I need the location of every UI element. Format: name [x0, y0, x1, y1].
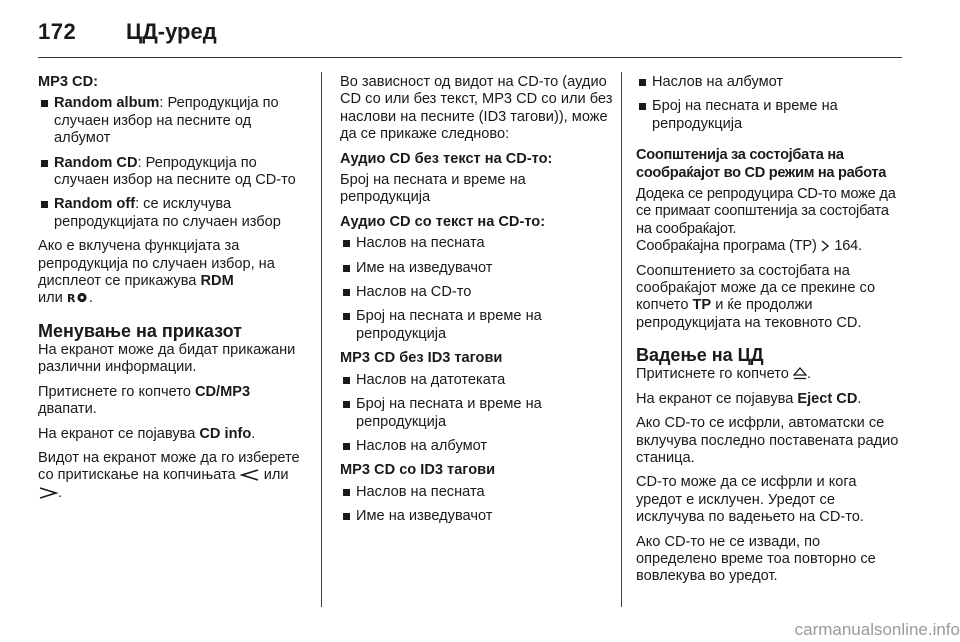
svg-text:R: R: [66, 292, 76, 305]
paragraph: Видот на екранот може да го изберете со притискање на копчињата или .: [38, 449, 300, 501]
paragraph: Ако CD-то не се извади, по определено време тоа повторно се вовлекува во уредот.: [636, 533, 876, 585]
column-divider-2: [621, 72, 622, 607]
list-item: Име на изведувачот: [340, 508, 614, 525]
paragraph: Притиснете го копчето CD/MP3 двапати.: [38, 383, 251, 418]
paragraph: Ако е вклучена функцијата за репродукција по случаен избор, на дисплеот се прикажува RDM или R .: [38, 238, 275, 307]
paragraph: CD-то може да се исфрли и кога уредот е исклучен. Уредот се исклучува по вадењето на CD-то.: [636, 474, 864, 526]
list-item: Број на песната и време на репродукција: [340, 308, 614, 343]
subheading: Соопштенија за состојбата на сообраќајот во CD режим на работа: [636, 147, 887, 181]
list-item: Име на изведувачот: [340, 260, 614, 277]
left-arrow-button-icon: [240, 469, 260, 481]
list-item: Број на песната и време на репродукција: [340, 396, 614, 431]
rdm-symbol-icon: [67, 291, 89, 304]
paragraph: Ако CD-то се исфрли, автоматски се вклучува последно поставената радио станица.: [636, 415, 899, 466]
list-item: Број на песната и време на репродукција: [636, 98, 904, 133]
subheading: Аудио CD со текст на CD-то:: [340, 213, 546, 230]
paragraph: Притиснете го копчето .: [636, 366, 812, 383]
section-title-display: Менување на приказот: [38, 320, 242, 341]
list-item: Random album: Репродукција по случаен избор на песните од албумот: [38, 95, 310, 147]
list-item: Наслов на песната: [340, 484, 614, 501]
subheading: MP3 CD со ID3 тагови: [340, 462, 496, 479]
list-item: Random off: се исклучува репродукцијата по случаен избор: [38, 196, 310, 231]
subheading: Аудио CD без текст на CD-то:: [340, 150, 553, 167]
page-title: ЦД-уред: [126, 19, 217, 44]
paragraph: На екранот се појавува CD info.: [38, 425, 256, 442]
column-3: [636, 74, 904, 593]
subheading: MP3 CD без ID3 тагови: [340, 350, 503, 367]
right-arrow-button-icon: [38, 487, 58, 499]
list-item: Наслов на датотеката: [340, 372, 614, 389]
paragraph: Додека се репродуцира CD-то може да се примаат соопштенија за состојбата на сообраќајот. Сообраќајна програма (TP) 164.: [636, 186, 896, 255]
list-item: Наслов на CD-то: [340, 284, 614, 301]
list-item: Наслов на песната: [340, 235, 614, 252]
page-header: [38, 12, 217, 52]
column-2: [340, 74, 614, 533]
list-item: Наслов на албумот: [636, 74, 904, 91]
paragraph: Број на песната и време на репродукција: [340, 172, 526, 206]
page-reference-icon: [820, 240, 830, 252]
page-number: 172: [38, 19, 77, 44]
column-1: [38, 74, 310, 509]
list-item: Random CD: Репродукција по случаен избор на песните од CD-то: [38, 155, 310, 190]
column-divider-1: [321, 72, 322, 607]
header-rule: [38, 57, 902, 58]
list-item: Наслов на албумот: [340, 438, 614, 455]
section-title-eject: Вадење на ЦД: [636, 345, 764, 366]
paragraph: Соопштението за состојбата на сообраќајот може да се прекине со копчето TP и ќе продолжи репродукцијата на тековното CD.: [636, 262, 876, 331]
mp3-heading: MP3 CD:: [38, 74, 98, 90]
paragraph: Во зависност од видот на CD-то (аудио CD со или без текст, MP3 CD со или без наслови на песните (ID3 тагови)), може да се прикаже следново:: [340, 74, 613, 143]
paragraph: На екранот се појавува Eject CD.: [636, 390, 862, 407]
paragraph: На екранот може да бидат прикажани различни информации.: [38, 341, 296, 376]
eject-icon: [793, 367, 807, 380]
watermark: carmanualsonline.info: [794, 620, 960, 639]
